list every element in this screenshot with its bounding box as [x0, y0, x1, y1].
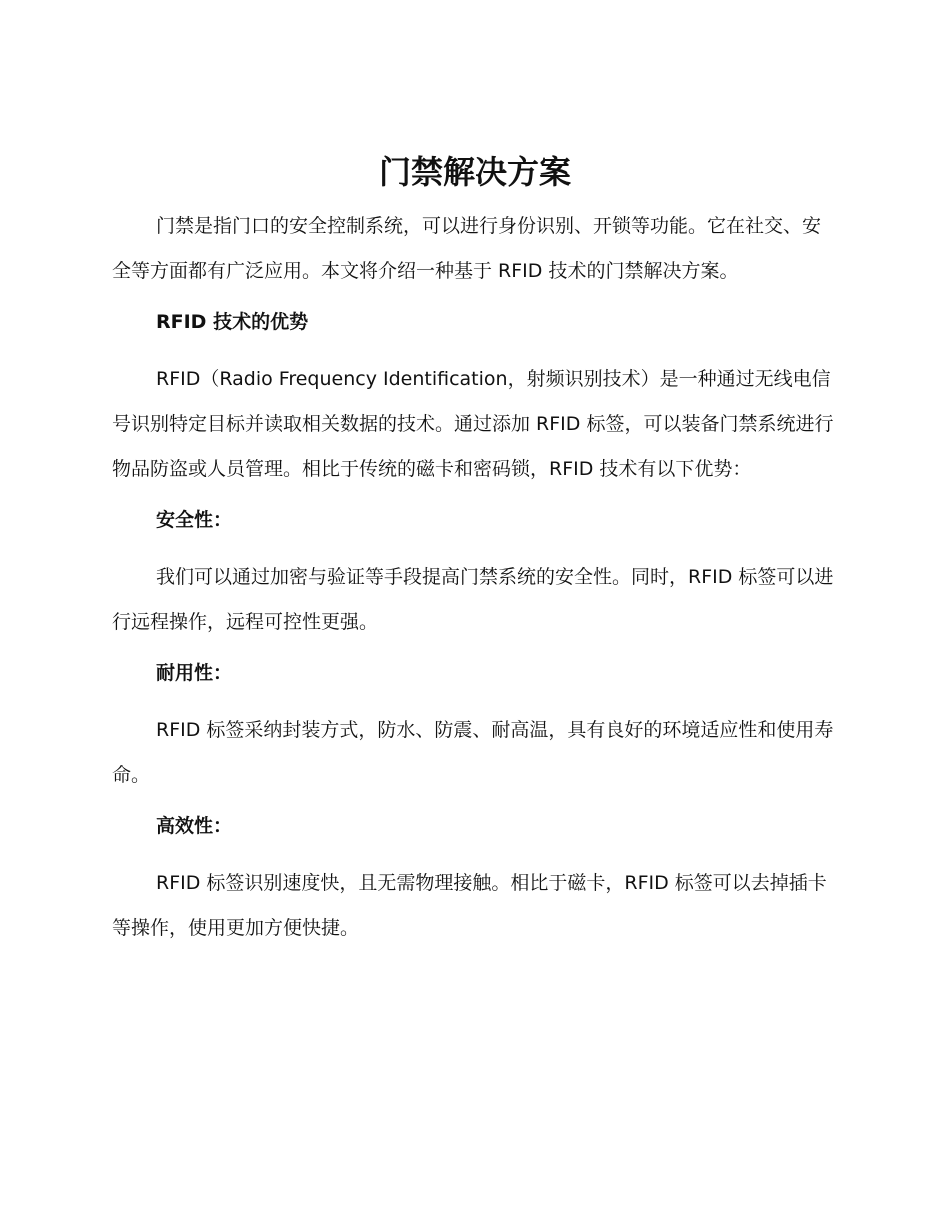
advantage-heading-efficiency: 高效性：: [156, 815, 233, 837]
advantage-body-security: 我们可以通过加密与验证等手段提高门禁系统的安全性。同时，RFID 标签可以进行远程操作，远程可控性更强。: [112, 566, 834, 633]
document-title: 门禁解决方案: [378, 153, 571, 191]
intro-paragraph: 门禁是指门口的安全控制系统，可以进行身份识别、开锁等功能。它在社交、安全等方面都有广泛应用。本文将介绍一种基于 RFID 技术的门禁解决方案。: [112, 215, 822, 282]
section-heading: RFID 技术的优势: [156, 311, 309, 333]
advantage-body-efficiency: RFID 标签识别速度快，且无需物理接触。相比于磁卡，RFID 标签可以去掉插卡等操作，使用更加方便快捷。: [112, 872, 827, 939]
advantage-heading-durability: 耐用性：: [156, 662, 233, 684]
document-page: [112, 150, 838, 957]
advantage-body-durability: RFID 标签采纳封装方式，防水、防震、耐高温，具有良好的环境适应性和使用寿命。: [112, 719, 834, 786]
advantage-heading-security: 安全性：: [156, 509, 233, 531]
section-paragraph: RFID（Radio Frequency Identification，射频识别技术）是一种通过无线电信号识别特定目标并读取相关数据的技术。通过添加 RFID 标签，可以装备门禁系统进行物品防盗或人员管理。相比于传统的磁卡和密码锁，RFID 技术有以下优势：: [112, 368, 834, 480]
